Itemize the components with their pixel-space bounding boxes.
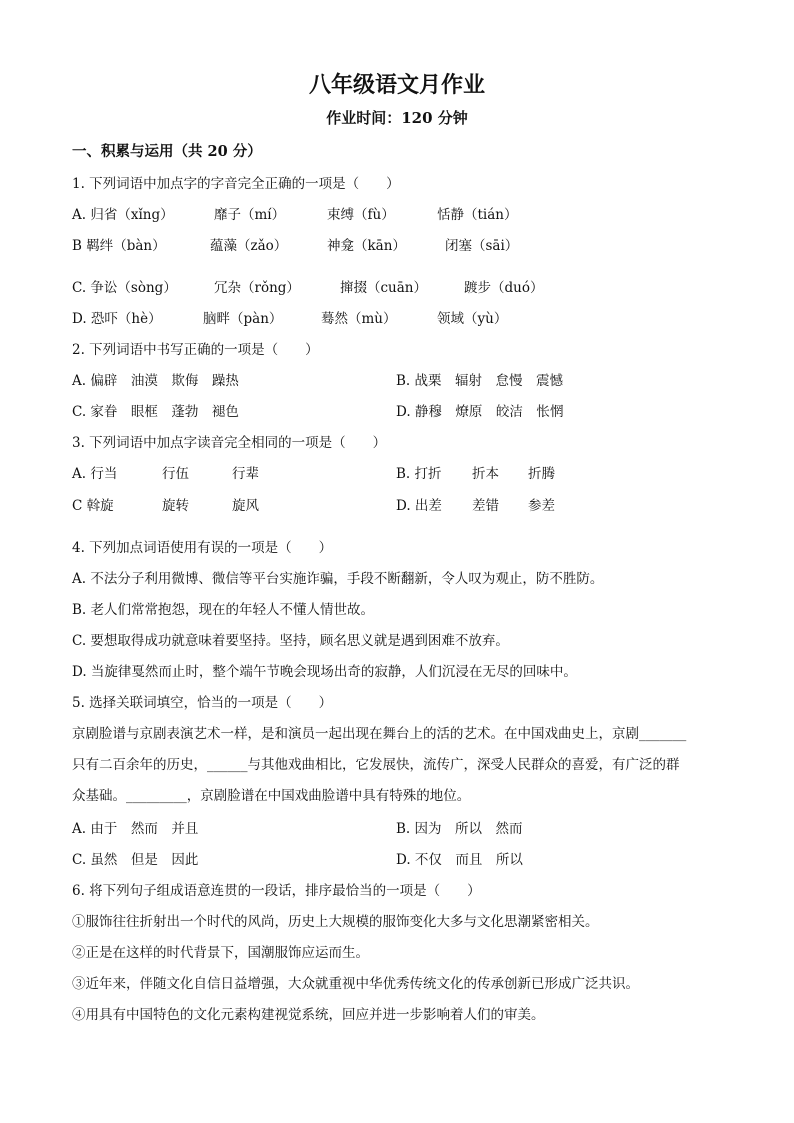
sentence-item: ④用具有中国特色的文化元素构建视觉系统，回应并进一步影响着人们的审美。 [72,1007,545,1023]
sentence-item: ①服饰往往折射出一个时代的风尚，历史上大规模的服饰变化大多与文化思潮紧密相关。 [72,914,599,930]
option-text: A. 由于 然而 并且 [72,821,199,837]
option-text: B. 因为 所以 然而 [396,821,523,837]
option-text: 闭塞（sāi） [445,238,519,254]
passage-line: 只有二百余年的历史，______与其他戏曲相比，它发展快，流传广，深受人民群众的喜爱，有广泛的群 [72,757,680,773]
option-text: 蕴藻（zǎo） [210,238,288,254]
option-text: A. 偏辟 油漠 欺侮 躁热 [72,373,239,389]
option-text: 参差 [528,498,555,514]
sentence-item: ③近年来，伴随文化自信日益增强，大众就重视中华优秀传统文化的传承创新已形成广泛共识。 [72,976,639,992]
option-text: 折本 [472,466,499,482]
question-stem: 3. 下列词语中加点字读音完全相同的一项是（ ） [72,435,387,451]
option-text: 旋转 [162,498,189,514]
option-text: D. 静穆 燎原 皎洁 怅惘 [396,404,564,420]
option-text: B 羁绊（bàn） [72,238,166,254]
option-text: 撺掇（cuān） [340,280,427,296]
option-text: B. 打折 [396,466,442,482]
option-row-cd [72,848,732,868]
option-text: 行辈 [232,466,259,482]
option-text: D. 当旋律戛然而止时，整个端午节晚会现场出奇的寂静，人们沉浸在无尽的回味中。 [72,664,577,680]
option-text: 踱步（duó） [464,280,544,296]
question-stem: 6. 将下列句子组成语意连贯的一段话，排序最恰当的一项是（ ） [72,883,481,899]
option-text: 差错 [472,498,499,514]
sentence-item: ②正是在这样的时代背景下，国潮服饰应运而生。 [72,945,369,961]
option-text: A. 归省（xǐng） [72,207,174,223]
option-text: D. 出差 [396,498,442,514]
option-text: C. 要想取得成功就意味着要坚持。坚持，顾名思义就是遇到困难不放弃。 [72,633,509,649]
option-row-c [72,276,732,296]
option-text: 冗杂（rǒng） [214,280,300,296]
passage-line: 京剧脸谱与京剧表演艺术一样，是和演员一起出现在舞台上的活的艺术。在中国戏曲史上，京剧_______ [72,726,687,742]
question-stem: 1. 下列词语中加点字的字音完全正确的一项是（ ） [72,176,400,192]
option-row-cd [72,400,732,420]
option-text: B. 战栗 辐射 怠慢 震憾 [396,373,564,389]
option-row-cd [72,494,732,514]
option-text: 折腾 [528,466,555,482]
section-heading: 一、积累与运用（共 20 分） [72,143,262,160]
option-text: 神龛（kān） [327,238,406,254]
option-text: D. 不仅 而且 所以 [396,852,523,868]
question-stem: 2. 下列词语中书写正确的一项是（ ） [72,342,319,358]
passage-line: 众基础。_________，京剧脸谱在中国戏曲脸谱中具有特殊的地位。 [72,788,471,804]
option-text: 脑畔（pàn） [203,311,283,327]
option-text: 靡子（mí） [214,207,286,223]
option-text: D. 恐吓（hè） [72,311,162,327]
option-text: 旋风 [232,498,259,514]
option-text: 束缚（fù） [327,207,395,223]
page-title: 八年级语文月作业 [308,72,485,98]
option-text: 领域（yù） [437,311,508,327]
option-text: B. 老人们常常抱怨，现在的年轻人不懂人情世故。 [72,602,375,618]
option-row-ab [72,369,732,389]
option-text: 恬静（tián） [437,207,518,223]
option-text: A. 行当 [72,466,118,482]
option-text: A. 不法分子利用微博、微信等平台实施诈骗，手段不断翻新，令人叹为观止，防不胜防。 [72,571,604,587]
option-row-ab [72,462,732,482]
option-row-b [72,234,732,254]
option-row-ab [72,817,732,837]
option-row-a [72,203,732,223]
option-text: C. 争讼（sòng） [72,280,177,296]
option-text: 行伍 [162,466,189,482]
option-text: 蓦然（mù） [321,311,397,327]
option-row-d [72,307,732,327]
question-stem: 5. 选择关联词填空，恰当的一项是（ ） [72,695,333,711]
page-subtitle: 作业时间：120 分钟 [326,109,468,127]
option-text: C. 虽然 但是 因此 [72,852,199,868]
question-stem: 4. 下列加点词语使用有误的一项是（ ） [72,540,333,556]
option-text: C 斡旋 [72,498,114,514]
option-text: C. 家眷 眼框 蓬勃 褪色 [72,404,239,420]
